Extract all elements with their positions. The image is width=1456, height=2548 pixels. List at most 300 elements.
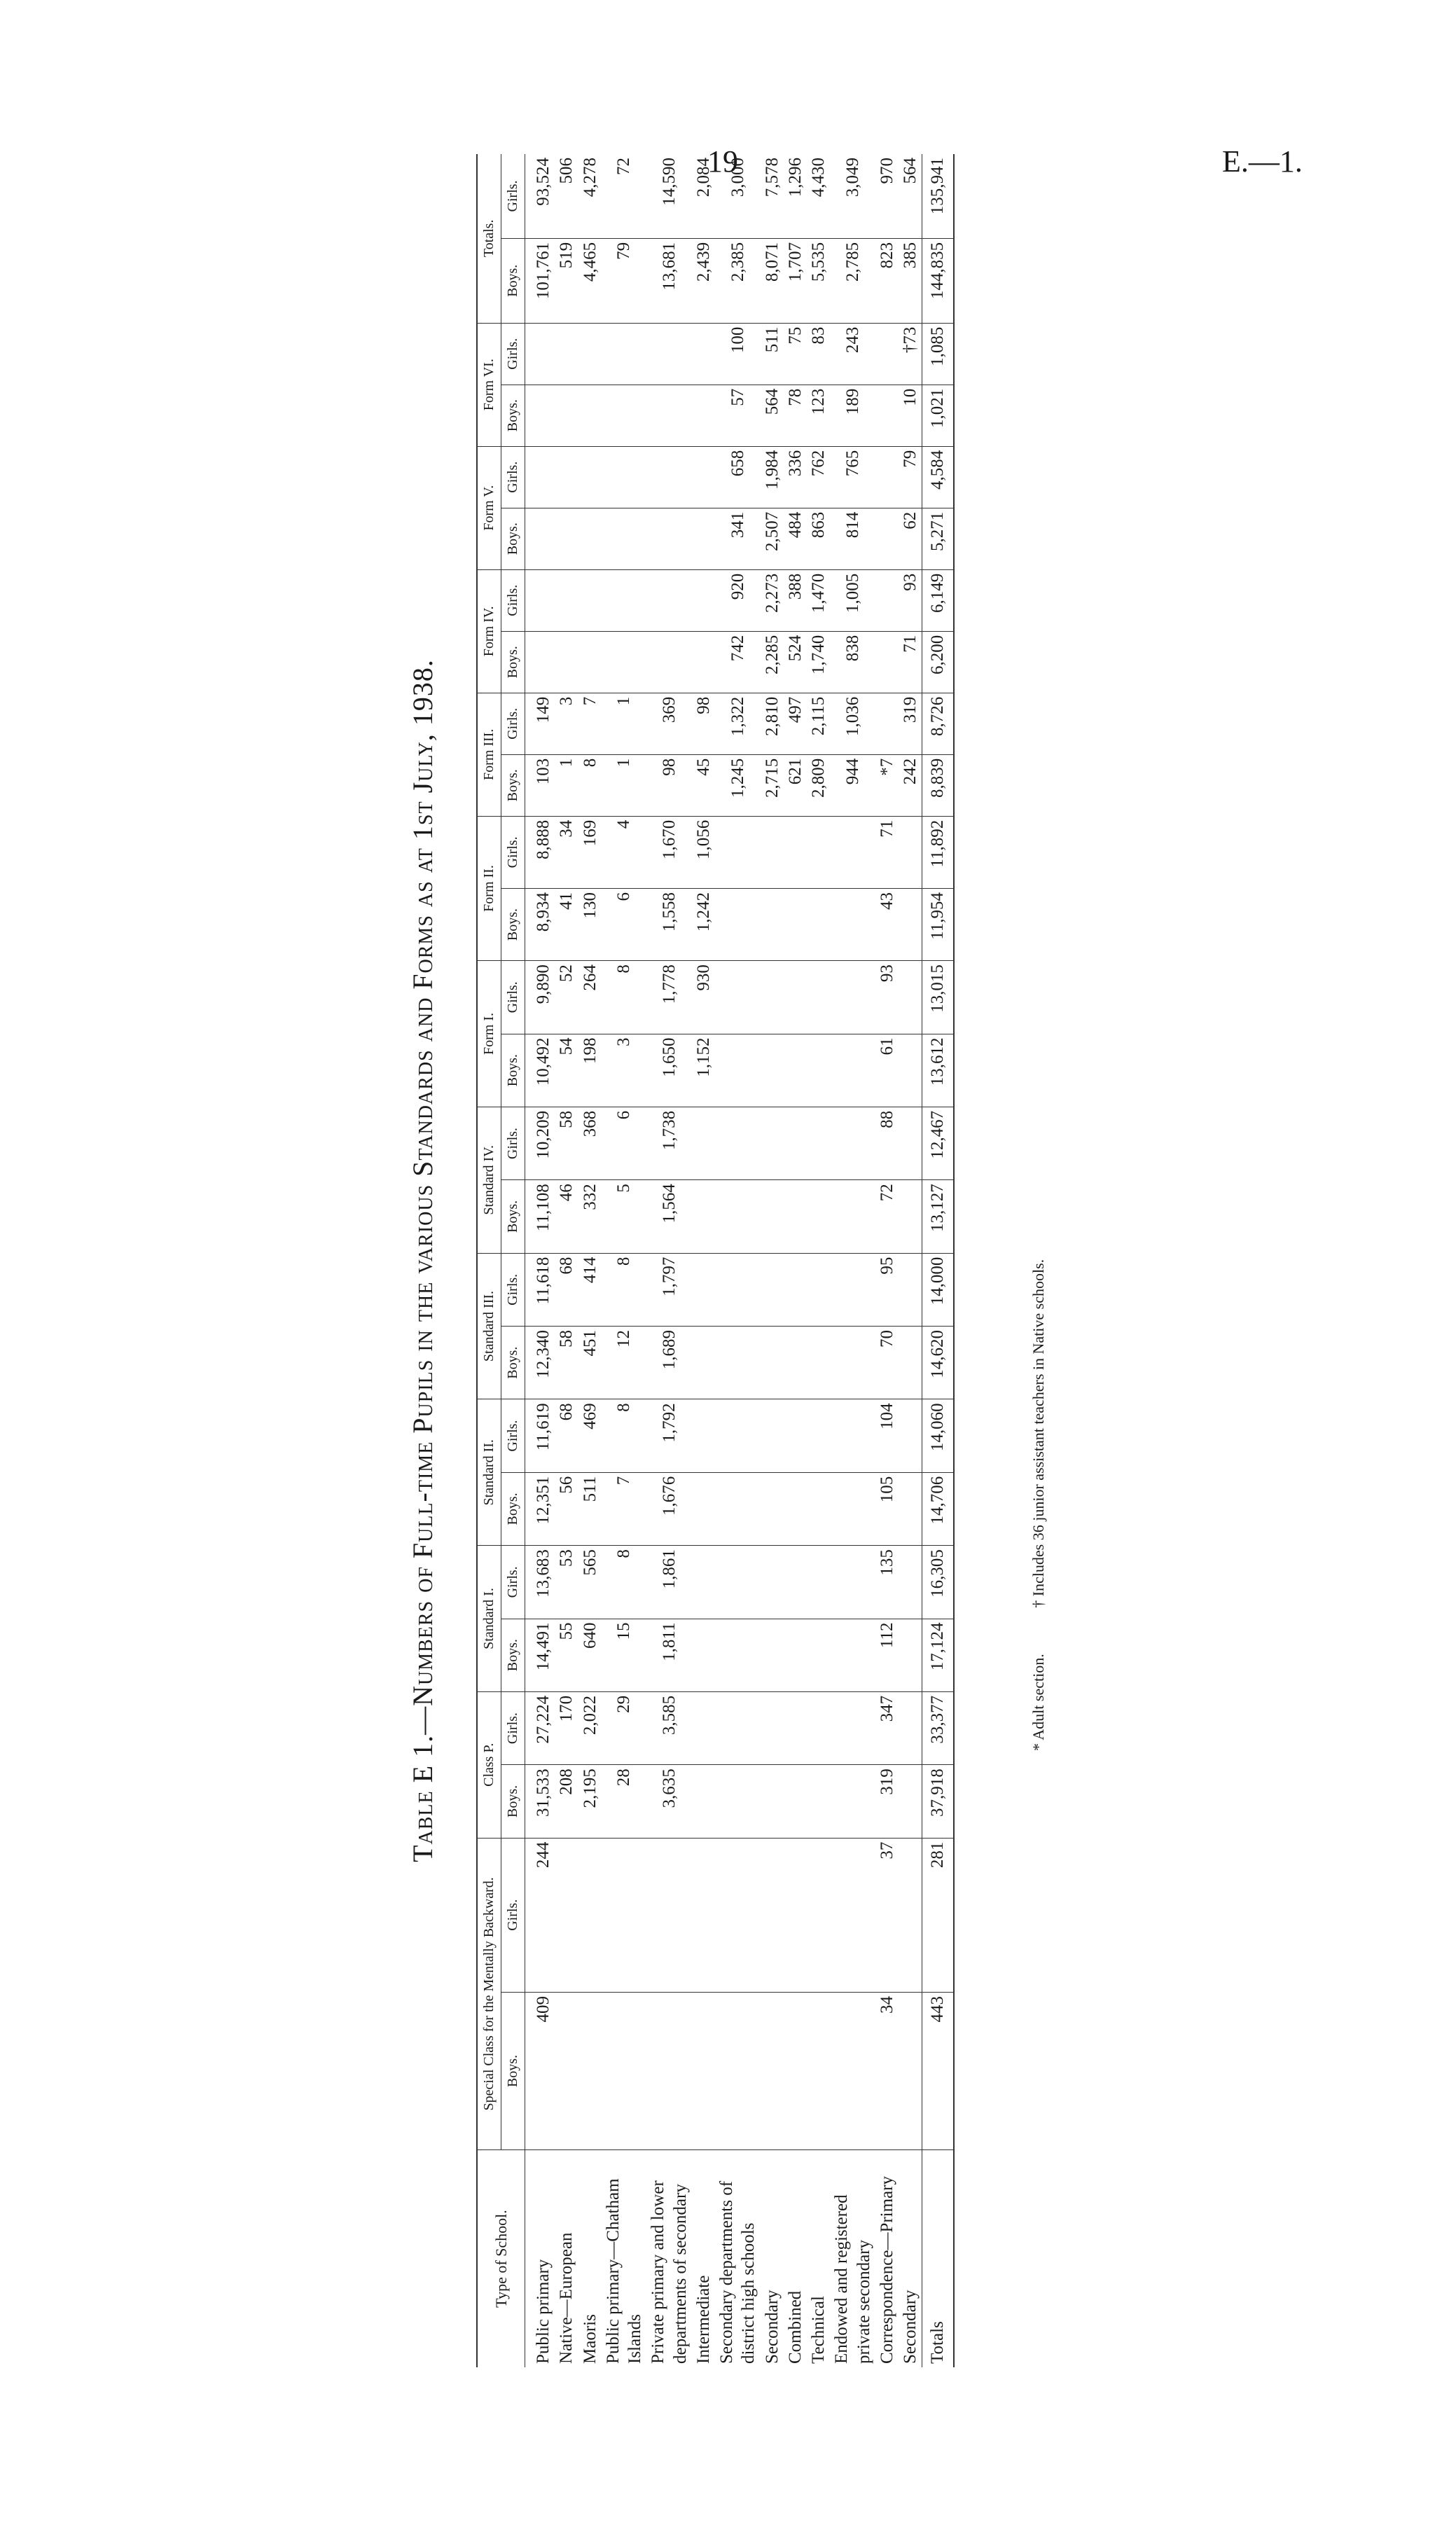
value-cell: 1,470 <box>807 569 830 631</box>
value-cell: 3 <box>602 1034 647 1107</box>
value-cell <box>899 816 922 888</box>
group-header: Form II. <box>477 816 501 960</box>
value-cell: 123 <box>807 385 830 446</box>
school-type-cell: Public primary—Chatham Islands <box>603 2178 644 2364</box>
value-cell <box>692 1691 715 1764</box>
value-cell <box>830 1107 875 1179</box>
value-cell <box>578 631 602 693</box>
value-cell: 11,892 <box>922 816 954 888</box>
value-cell: 564 <box>899 154 922 238</box>
value-cell <box>715 888 761 960</box>
value-cell: 319 <box>899 693 922 754</box>
value-cell: 14,620 <box>922 1327 954 1399</box>
value-cell <box>602 508 647 569</box>
value-cell: 46 <box>555 1180 578 1253</box>
value-cell <box>715 1180 761 1253</box>
value-cell: 104 <box>875 1399 899 1472</box>
value-cell: 14,491 <box>525 1619 555 1691</box>
boys-header: Boys. <box>501 508 525 569</box>
table-row <box>899 154 922 2367</box>
value-cell: 519 <box>555 238 578 323</box>
value-cell: 1,021 <box>922 385 954 446</box>
value-cell: 469 <box>578 1399 602 1472</box>
value-cell: 79 <box>899 446 922 508</box>
value-cell <box>807 888 830 960</box>
value-cell: 264 <box>578 961 602 1034</box>
value-cell: 388 <box>784 569 807 631</box>
value-cell: 61 <box>875 1034 899 1107</box>
value-cell: 3,049 <box>830 154 875 238</box>
value-cell: 101,761 <box>525 238 555 323</box>
value-cell <box>578 385 602 446</box>
value-cell <box>555 631 578 693</box>
value-cell: 103 <box>525 754 555 816</box>
value-cell <box>578 508 602 569</box>
value-cell: 2,022 <box>578 1691 602 1764</box>
value-cell: 144,835 <box>922 238 954 323</box>
value-cell: 88 <box>875 1107 899 1179</box>
value-cell: 497 <box>784 693 807 754</box>
value-cell <box>899 1399 922 1472</box>
value-cell: 6 <box>602 888 647 960</box>
value-cell <box>555 508 578 569</box>
value-cell <box>761 961 784 1034</box>
group-header: Standard II. <box>477 1399 501 1546</box>
school-type-cell: Correspondence—Primary <box>877 2176 896 2364</box>
value-cell: 72 <box>875 1180 899 1253</box>
value-cell: 385 <box>899 238 922 323</box>
value-cell: 621 <box>784 754 807 816</box>
footnote-adult-section: * Adult section. <box>1029 1654 1047 1751</box>
table-row <box>602 154 647 2367</box>
value-cell <box>761 1546 784 1619</box>
group-header: Class P. <box>477 1691 501 1838</box>
value-cell <box>899 1107 922 1179</box>
value-cell: 443 <box>922 1992 954 2149</box>
value-cell: 75 <box>784 323 807 385</box>
value-cell: 208 <box>555 1765 578 1838</box>
table-row <box>830 154 875 2367</box>
value-cell <box>646 1838 692 1992</box>
value-cell: 414 <box>578 1253 602 1326</box>
value-cell: 72 <box>602 154 647 238</box>
group-header: Standard IV. <box>477 1107 501 1253</box>
value-cell: 198 <box>578 1034 602 1107</box>
group-header: Special Class for the Mentally Backward. <box>477 1838 501 2149</box>
value-cell: 1,085 <box>922 323 954 385</box>
value-cell: 2,507 <box>761 508 784 569</box>
value-cell <box>525 569 555 631</box>
value-cell: 368 <box>578 1107 602 1179</box>
value-cell: 484 <box>784 508 807 569</box>
value-cell <box>692 569 715 631</box>
value-cell <box>784 1619 807 1691</box>
boys-header: Boys. <box>501 888 525 960</box>
value-cell <box>807 816 830 888</box>
girls-header: Girls. <box>501 816 525 888</box>
value-cell <box>830 1472 875 1545</box>
boys-header: Boys. <box>501 1619 525 1691</box>
value-cell: 1,558 <box>646 888 692 960</box>
value-cell <box>555 385 578 446</box>
value-cell: 511 <box>761 323 784 385</box>
value-cell: 11,618 <box>525 1253 555 1326</box>
value-cell <box>899 888 922 960</box>
value-cell <box>784 1472 807 1545</box>
value-cell: 6,200 <box>922 631 954 693</box>
school-type-cell: Secondary departments of district high schools <box>717 2180 758 2364</box>
table-title: Table E 1.—Numbers of Full-time Pupils in the various Standards and Forms as at 1st July, 1938. <box>407 659 438 1862</box>
value-cell: 1,797 <box>646 1253 692 1326</box>
value-cell <box>602 569 647 631</box>
boys-girls-header-row <box>501 154 525 2367</box>
value-cell: 8 <box>602 961 647 1034</box>
value-cell <box>602 385 647 446</box>
value-cell <box>715 1399 761 1472</box>
value-cell: 564 <box>761 385 784 446</box>
value-cell <box>784 1992 807 2149</box>
value-cell: 1,005 <box>830 569 875 631</box>
value-cell: 3,000 <box>715 154 761 238</box>
girls-header: Girls. <box>501 1838 525 1992</box>
value-cell: 93,524 <box>525 154 555 238</box>
value-cell <box>602 631 647 693</box>
value-cell: 93 <box>899 569 922 631</box>
value-cell <box>807 1399 830 1472</box>
value-cell: 135 <box>875 1546 899 1619</box>
value-cell <box>830 1838 875 1992</box>
document-reference: E.—1. <box>1222 144 1303 179</box>
value-cell: 62 <box>899 508 922 569</box>
value-cell: *7 <box>875 754 899 816</box>
type-of-school-header: Type of School. <box>477 2150 525 2368</box>
group-header-row <box>477 154 501 2367</box>
value-cell: 14,706 <box>922 1472 954 1545</box>
girls-header: Girls. <box>501 961 525 1034</box>
boys-header: Boys. <box>501 1765 525 1838</box>
school-type-cell: Private primary and lower departments of secondary <box>649 2180 690 2364</box>
value-cell <box>761 1253 784 1326</box>
value-cell: †73 <box>899 323 922 385</box>
value-cell <box>715 1619 761 1691</box>
value-cell: 4,430 <box>807 154 830 238</box>
value-cell: 838 <box>830 631 875 693</box>
school-type-cell: Totals <box>922 2150 954 2368</box>
value-cell: 506 <box>555 154 578 238</box>
value-cell <box>899 961 922 1034</box>
value-cell <box>715 1107 761 1179</box>
value-cell: 13,015 <box>922 961 954 1034</box>
value-cell: 3,585 <box>646 1691 692 1764</box>
value-cell: 2,385 <box>715 238 761 323</box>
value-cell: 93 <box>875 961 899 1034</box>
value-cell: 2,809 <box>807 754 830 816</box>
value-cell: 98 <box>692 693 715 754</box>
value-cell: 100 <box>715 323 761 385</box>
girls-header: Girls. <box>501 154 525 238</box>
girls-header: Girls. <box>501 446 525 508</box>
value-cell <box>784 1546 807 1619</box>
boys-header: Boys. <box>501 1992 525 2149</box>
value-cell <box>830 1691 875 1764</box>
pupils-table <box>476 154 955 2367</box>
value-cell: 56 <box>555 1472 578 1545</box>
value-cell: 28 <box>602 1765 647 1838</box>
value-cell: 2,810 <box>761 693 784 754</box>
value-cell <box>692 1619 715 1691</box>
value-cell <box>525 323 555 385</box>
value-cell: 1 <box>602 693 647 754</box>
group-header: Totals. <box>477 154 501 323</box>
value-cell <box>602 1992 647 2149</box>
value-cell <box>807 1765 830 1838</box>
value-cell: 13,681 <box>646 238 692 323</box>
group-header: Standard III. <box>477 1253 501 1399</box>
value-cell <box>692 631 715 693</box>
table-row <box>761 154 784 2367</box>
value-cell: 37,918 <box>922 1765 954 1838</box>
value-cell: 58 <box>555 1107 578 1179</box>
value-cell <box>784 1691 807 1764</box>
value-cell <box>899 1253 922 1326</box>
value-cell: 83 <box>807 323 830 385</box>
value-cell <box>555 1838 578 1992</box>
girls-header: Girls. <box>501 1691 525 1764</box>
value-cell: 7,578 <box>761 154 784 238</box>
value-cell: 524 <box>784 631 807 693</box>
value-cell: 71 <box>875 816 899 888</box>
table-row <box>715 154 761 2367</box>
value-cell <box>899 1992 922 2149</box>
value-cell: 31,533 <box>525 1765 555 1838</box>
value-cell: 930 <box>692 961 715 1034</box>
value-cell <box>761 1399 784 1472</box>
value-cell <box>830 1765 875 1838</box>
value-cell: 11,108 <box>525 1180 555 1253</box>
girls-header: Girls. <box>501 1546 525 1619</box>
value-cell: 4,584 <box>922 446 954 508</box>
value-cell: 6,149 <box>922 569 954 631</box>
value-cell: 29 <box>602 1691 647 1764</box>
value-cell <box>875 508 899 569</box>
value-cell: 11,619 <box>525 1399 555 1472</box>
value-cell: 565 <box>578 1546 602 1619</box>
boys-header: Boys. <box>501 1472 525 1545</box>
value-cell: 341 <box>715 508 761 569</box>
boys-header: Boys. <box>501 631 525 693</box>
value-cell: 281 <box>922 1838 954 1992</box>
value-cell: 8 <box>602 1253 647 1326</box>
value-cell <box>525 446 555 508</box>
value-cell <box>875 693 899 754</box>
value-cell: 369 <box>646 693 692 754</box>
value-cell: 970 <box>875 154 899 238</box>
value-cell <box>602 446 647 508</box>
value-cell: 2,195 <box>578 1765 602 1838</box>
value-cell: 4,465 <box>578 238 602 323</box>
value-cell <box>602 323 647 385</box>
value-cell <box>646 569 692 631</box>
value-cell: 79 <box>602 238 647 323</box>
value-cell: 37 <box>875 1838 899 1992</box>
value-cell <box>875 446 899 508</box>
boys-header: Boys. <box>501 1327 525 1399</box>
value-cell <box>761 1180 784 1253</box>
value-cell: 7 <box>602 1472 647 1545</box>
value-cell <box>761 1034 784 1107</box>
value-cell: 242 <box>899 754 922 816</box>
value-cell: 336 <box>784 446 807 508</box>
value-cell <box>899 1619 922 1691</box>
value-cell <box>899 1691 922 1764</box>
value-cell <box>875 385 899 446</box>
value-cell <box>715 1253 761 1326</box>
value-cell <box>761 1472 784 1545</box>
value-cell: 1,676 <box>646 1472 692 1545</box>
value-cell <box>830 1992 875 2149</box>
value-cell <box>899 1034 922 1107</box>
value-cell <box>807 1992 830 2149</box>
value-cell: 1,036 <box>830 693 875 754</box>
value-cell: 863 <box>807 508 830 569</box>
value-cell <box>830 1253 875 1326</box>
value-cell: 1,650 <box>646 1034 692 1107</box>
value-cell: 10,492 <box>525 1034 555 1107</box>
value-cell <box>830 1034 875 1107</box>
value-cell <box>692 385 715 446</box>
value-cell: 2,115 <box>807 693 830 754</box>
table-row <box>555 154 578 2367</box>
value-cell <box>807 1107 830 1179</box>
value-cell: 7 <box>578 693 602 754</box>
value-cell: 135,941 <box>922 154 954 238</box>
value-cell <box>761 1992 784 2149</box>
value-cell: 1,811 <box>646 1619 692 1691</box>
value-cell: 15 <box>602 1619 647 1691</box>
value-cell: 105 <box>875 1472 899 1545</box>
value-cell <box>715 816 761 888</box>
school-type-cell: Technical <box>809 2296 828 2364</box>
value-cell: 112 <box>875 1619 899 1691</box>
value-cell <box>646 385 692 446</box>
value-cell <box>899 1327 922 1399</box>
boys-header: Boys. <box>501 1180 525 1253</box>
value-cell <box>555 446 578 508</box>
value-cell <box>692 1327 715 1399</box>
value-cell <box>761 888 784 960</box>
value-cell: 12,351 <box>525 1472 555 1545</box>
value-cell <box>761 1765 784 1838</box>
value-cell <box>715 1546 761 1619</box>
value-cell <box>875 569 899 631</box>
value-cell: 2,715 <box>761 754 784 816</box>
value-cell <box>761 1327 784 1399</box>
value-cell: 2,439 <box>692 238 715 323</box>
value-cell <box>807 1546 830 1619</box>
value-cell: 78 <box>784 385 807 446</box>
school-type-cell: Secondary <box>762 2290 782 2364</box>
value-cell: 12,340 <box>525 1327 555 1399</box>
value-cell: 920 <box>715 569 761 631</box>
value-cell <box>646 631 692 693</box>
value-cell <box>830 1399 875 1472</box>
value-cell: 3 <box>555 693 578 754</box>
value-cell: 98 <box>646 754 692 816</box>
value-cell: 2,785 <box>830 238 875 323</box>
value-cell: 58 <box>555 1327 578 1399</box>
value-cell <box>761 816 784 888</box>
value-cell: 4,278 <box>578 154 602 238</box>
group-header: Form I. <box>477 961 501 1107</box>
value-cell: 2,084 <box>692 154 715 238</box>
value-cell: 57 <box>715 385 761 446</box>
value-cell <box>784 1765 807 1838</box>
value-cell <box>578 323 602 385</box>
value-cell: 33,377 <box>922 1691 954 1764</box>
girls-header: Girls. <box>501 323 525 385</box>
value-cell <box>830 1327 875 1399</box>
table-body <box>525 154 954 2367</box>
value-cell: 68 <box>555 1253 578 1326</box>
school-type-cell: Public primary <box>534 2259 553 2364</box>
value-cell: 762 <box>807 446 830 508</box>
value-cell <box>875 323 899 385</box>
value-cell <box>784 1327 807 1399</box>
table-row <box>578 154 602 2367</box>
value-cell <box>525 631 555 693</box>
value-cell: 2,285 <box>761 631 784 693</box>
boys-header: Boys. <box>501 1034 525 1107</box>
value-cell <box>578 446 602 508</box>
value-cell <box>784 816 807 888</box>
value-cell: 95 <box>875 1253 899 1326</box>
value-cell: 16,305 <box>922 1546 954 1619</box>
value-cell: 8,839 <box>922 754 954 816</box>
value-cell <box>578 1838 602 1992</box>
value-cell: 8,934 <box>525 888 555 960</box>
group-header: Form III. <box>477 693 501 816</box>
value-cell <box>899 1472 922 1545</box>
value-cell: 640 <box>578 1619 602 1691</box>
value-cell: 27,224 <box>525 1691 555 1764</box>
value-cell: 1,792 <box>646 1399 692 1472</box>
value-cell <box>761 1619 784 1691</box>
girls-header: Girls. <box>501 1107 525 1179</box>
value-cell <box>578 1992 602 2149</box>
value-cell: 1,245 <box>715 754 761 816</box>
value-cell <box>602 1838 647 1992</box>
value-cell <box>761 1691 784 1764</box>
value-cell: 1,670 <box>646 816 692 888</box>
footnotes <box>1029 1217 1048 1751</box>
value-cell <box>807 1253 830 1326</box>
value-cell <box>692 1107 715 1179</box>
group-header: Form V. <box>477 446 501 569</box>
totals-row <box>922 154 954 2367</box>
value-cell <box>692 508 715 569</box>
value-cell <box>830 961 875 1034</box>
value-cell <box>715 1765 761 1838</box>
value-cell <box>715 1838 761 1992</box>
value-cell: 1,778 <box>646 961 692 1034</box>
value-cell: 1,564 <box>646 1180 692 1253</box>
value-cell <box>692 1546 715 1619</box>
value-cell <box>525 385 555 446</box>
value-cell: 34 <box>875 1992 899 2149</box>
value-cell <box>807 1838 830 1992</box>
value-cell <box>807 1180 830 1253</box>
value-cell <box>578 569 602 631</box>
